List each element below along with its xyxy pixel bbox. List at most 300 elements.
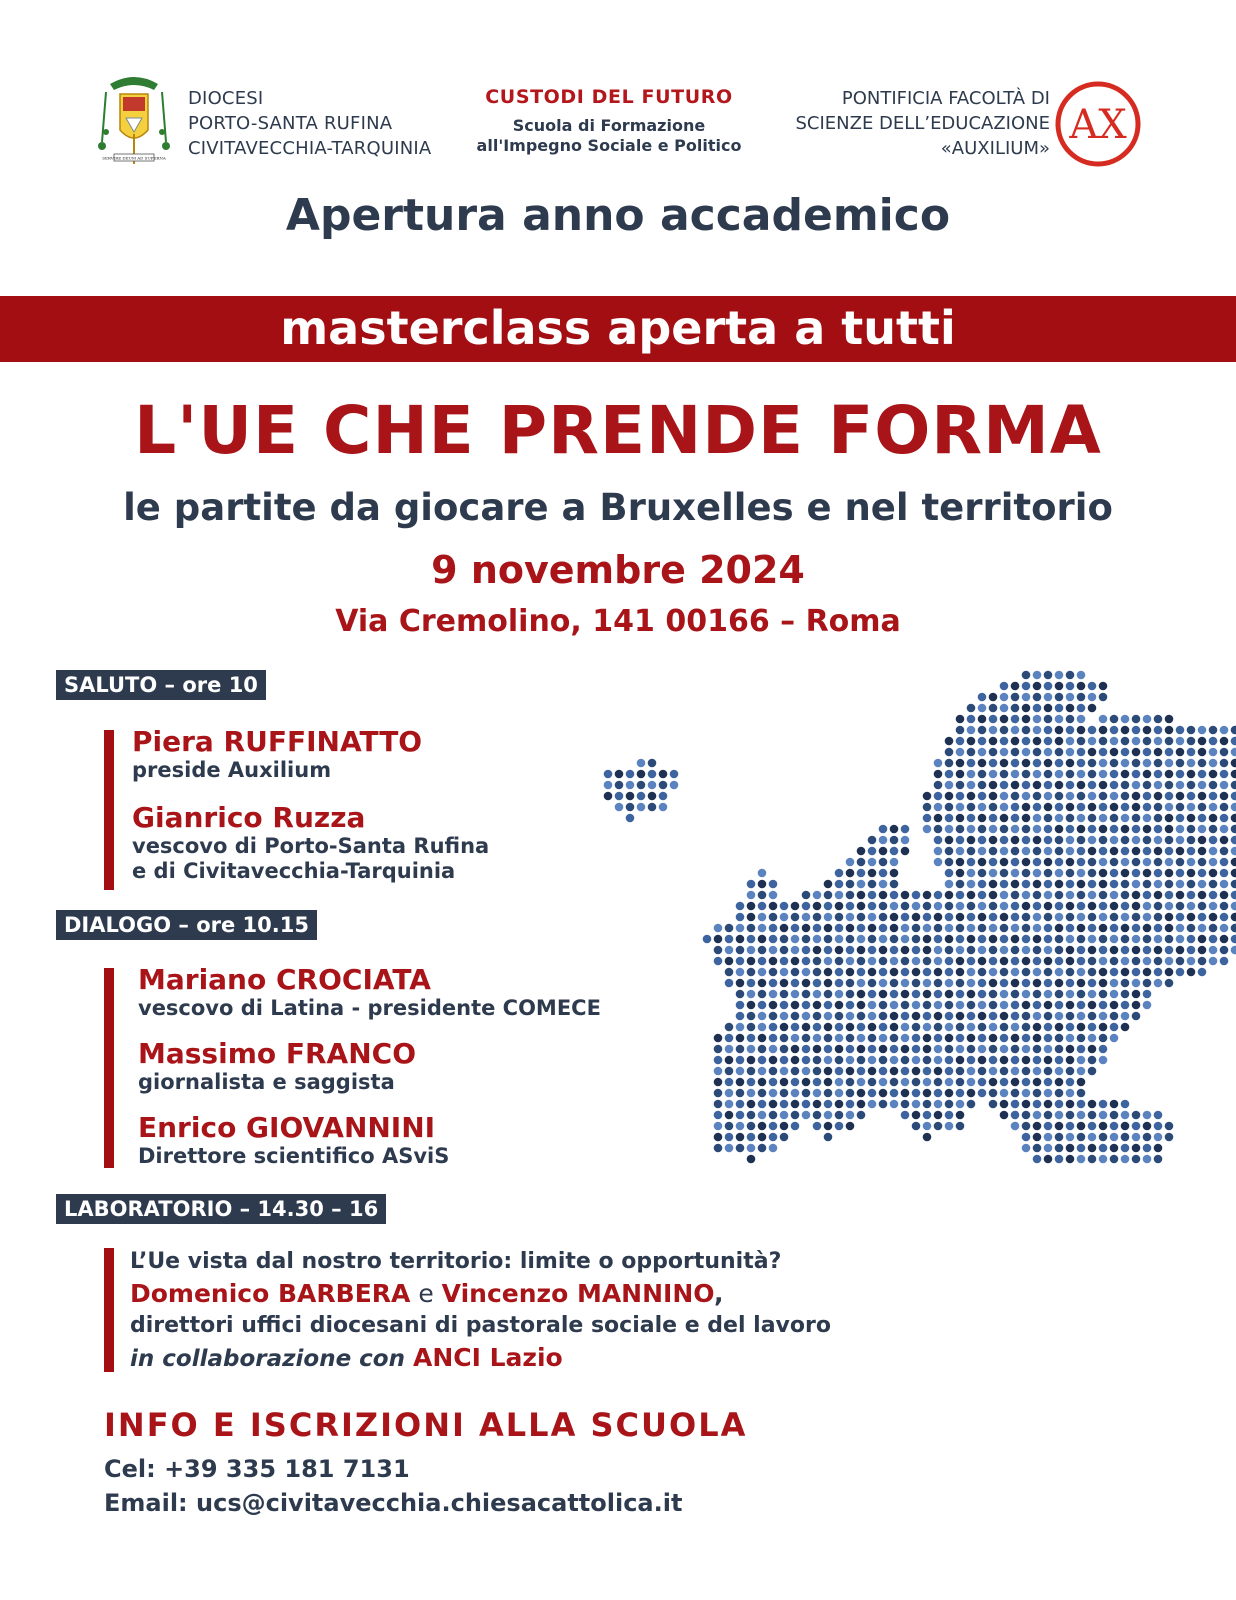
map-dot: [1066, 902, 1075, 911]
map-dot: [1033, 704, 1042, 713]
map-dot: [978, 737, 987, 746]
map-dot: [890, 902, 899, 911]
map-dot: [923, 946, 932, 955]
map-dot: [978, 1034, 987, 1043]
map-dot: [835, 990, 844, 999]
map-dot: [1011, 770, 1020, 779]
map-dot: [989, 1056, 998, 1065]
map-dot: [978, 902, 987, 911]
map-dot: [989, 1001, 998, 1010]
map-dot: [1066, 693, 1075, 702]
map-dot: [1121, 1100, 1130, 1109]
map-dot: [1187, 968, 1196, 977]
map-dot: [835, 902, 844, 911]
map-dot: [1165, 726, 1174, 735]
map-dot: [989, 781, 998, 790]
map-dot: [967, 1089, 976, 1098]
map-dot: [1110, 1023, 1119, 1032]
map-dot: [1066, 1056, 1075, 1065]
map-dot: [703, 935, 712, 944]
map-dot: [967, 1078, 976, 1087]
map-dot: [780, 990, 789, 999]
map-dot: [1066, 792, 1075, 801]
map-dot: [923, 1089, 932, 1098]
map-dot: [1022, 1111, 1031, 1120]
map-dot: [901, 913, 910, 922]
map-dot: [1154, 1133, 1163, 1142]
map-dot: [967, 990, 976, 999]
map-dot: [659, 792, 668, 801]
map-dot: [1110, 1133, 1119, 1142]
map-dot: [1110, 979, 1119, 988]
map-dot: [725, 1089, 734, 1098]
map-dot: [890, 891, 899, 900]
map-dot: [1088, 836, 1097, 845]
map-dot: [1044, 880, 1053, 889]
map-dot: [1044, 1012, 1053, 1021]
map-dot: [1121, 1155, 1130, 1164]
map-dot: [780, 935, 789, 944]
map-dot: [967, 1034, 976, 1043]
map-dot: [1011, 1089, 1020, 1098]
map-dot: [956, 1100, 965, 1109]
map-dot: [1088, 1111, 1097, 1120]
map-dot: [1055, 693, 1064, 702]
map-dot: [1198, 737, 1207, 746]
map-dot: [1110, 748, 1119, 757]
map-dot: [1198, 781, 1207, 790]
map-dot: [1055, 946, 1064, 955]
map-dot: [1165, 891, 1174, 900]
map-dot: [989, 858, 998, 867]
map-dot: [934, 946, 943, 955]
map-dot: [1066, 825, 1075, 834]
map-dot: [1055, 748, 1064, 757]
map-dot: [1132, 847, 1141, 856]
map-dot: [1022, 847, 1031, 856]
map-dot: [1077, 869, 1086, 878]
map-dot: [1110, 781, 1119, 790]
map-dot: [879, 1045, 888, 1054]
map-dot: [1066, 1144, 1075, 1153]
map-dot: [1077, 1144, 1086, 1153]
speaker-role: giornalista e saggista: [138, 1070, 395, 1094]
map-dot: [769, 957, 778, 966]
map-dot: [637, 781, 646, 790]
map-dot: [1044, 1001, 1053, 1010]
map-dot: [813, 935, 822, 944]
map-dot: [1033, 880, 1042, 889]
map-dot: [989, 814, 998, 823]
map-dot: [868, 1100, 877, 1109]
map-dot: [802, 1067, 811, 1076]
map-dot: [1088, 1001, 1097, 1010]
map-dot: [835, 1067, 844, 1076]
event-subtitle: le partite da giocare a Bruxelles e nel territorio: [123, 486, 1113, 529]
map-dot: [780, 913, 789, 922]
map-dot: [1099, 913, 1108, 922]
map-dot: [813, 968, 822, 977]
map-dot: [769, 1056, 778, 1065]
map-dot: [769, 979, 778, 988]
map-dot: [868, 924, 877, 933]
map-dot: [813, 1056, 822, 1065]
map-dot: [813, 946, 822, 955]
map-dot: [1143, 803, 1152, 812]
map-dot: [1198, 792, 1207, 801]
map-dot: [879, 1056, 888, 1065]
email-address[interactable]: Email: ucs@civitavecchia.chiesacattolica.it: [104, 1489, 683, 1517]
map-dot: [978, 913, 987, 922]
map-dot: [912, 968, 921, 977]
map-dot: [835, 869, 844, 878]
map-dot: [857, 1023, 866, 1032]
map-dot: [769, 1122, 778, 1131]
map-dot: [1011, 1001, 1020, 1010]
map-dot: [769, 946, 778, 955]
map-dot: [725, 1144, 734, 1153]
event-address: Via Cremolino, 141 00166 – Roma: [335, 604, 901, 639]
map-dot: [1033, 1089, 1042, 1098]
map-dot: [901, 1100, 910, 1109]
map-dot: [1055, 1144, 1064, 1153]
map-dot: [747, 957, 756, 966]
map-dot: [1154, 1144, 1163, 1153]
map-dot: [978, 836, 987, 845]
map-dot: [637, 770, 646, 779]
map-dot: [1099, 1034, 1108, 1043]
map-dot: [890, 858, 899, 867]
map-dot: [1000, 1100, 1009, 1109]
map-dot: [1132, 990, 1141, 999]
map-dot: [1000, 1012, 1009, 1021]
map-dot: [1077, 682, 1086, 691]
map-dot: [1022, 1045, 1031, 1054]
map-dot: [747, 1045, 756, 1054]
map-dot: [1055, 1045, 1064, 1054]
map-dot: [1077, 726, 1086, 735]
map-dot: [1099, 693, 1108, 702]
map-dot: [868, 891, 877, 900]
map-dot: [1077, 1133, 1086, 1142]
map-dot: [1143, 1144, 1152, 1153]
map-dot: [879, 968, 888, 977]
map-dot: [868, 902, 877, 911]
map-dot: [791, 957, 800, 966]
map-dot: [945, 759, 954, 768]
map-dot: [1066, 770, 1075, 779]
map-dot: [1088, 902, 1097, 911]
map-dot: [989, 803, 998, 812]
map-dot: [1198, 946, 1207, 955]
map-dot: [714, 1100, 723, 1109]
map-dot: [1088, 880, 1097, 889]
map-dot: [978, 825, 987, 834]
map-dot: [890, 1001, 899, 1010]
map-dot: [1088, 913, 1097, 922]
map-dot: [1066, 682, 1075, 691]
map-dot: [1000, 990, 1009, 999]
map-dot: [1033, 748, 1042, 757]
map-dot: [1198, 924, 1207, 933]
map-dot: [1110, 825, 1119, 834]
map-dot: [846, 891, 855, 900]
map-dot: [1088, 946, 1097, 955]
map-dot: [1231, 770, 1236, 779]
map-dot: [1066, 759, 1075, 768]
map-dot: [978, 979, 987, 988]
map-dot: [1110, 715, 1119, 724]
map-dot: [912, 935, 921, 944]
map-dot: [923, 957, 932, 966]
map-dot: [1099, 902, 1108, 911]
map-dot: [1154, 935, 1163, 944]
map-dot: [1176, 803, 1185, 812]
map-dot: [956, 957, 965, 966]
map-dot: [923, 979, 932, 988]
map-dot: [1077, 836, 1086, 845]
map-dot: [1000, 825, 1009, 834]
map-dot: [758, 1012, 767, 1021]
map-dot: [912, 1111, 921, 1120]
map-dot: [1055, 759, 1064, 768]
europe-dot-map: [560, 660, 1236, 1220]
custodi-subtitle: Scuola di Formazione: [512, 116, 706, 135]
map-dot: [857, 1078, 866, 1087]
map-dot: [1209, 759, 1218, 768]
map-dot: [956, 1023, 965, 1032]
map-dot: [758, 891, 767, 900]
map-dot: [1022, 902, 1031, 911]
info-title: INFO E ISCRIZIONI ALLA SCUOLA: [104, 1406, 748, 1444]
map-dot: [1033, 1045, 1042, 1054]
map-dot: [791, 1001, 800, 1010]
map-dot: [1011, 814, 1020, 823]
map-dot: [945, 946, 954, 955]
map-dot: [1000, 781, 1009, 790]
map-dot: [1033, 968, 1042, 977]
ax-letters: AX: [1069, 102, 1127, 148]
map-dot: [1000, 880, 1009, 889]
map-dot: [923, 1111, 932, 1120]
laboratorio-tag: LABORATORIO – 14.30 – 16: [56, 1194, 386, 1224]
map-dot: [978, 693, 987, 702]
map-dot: [1011, 891, 1020, 900]
map-dot: [989, 1089, 998, 1098]
map-dot: [1033, 759, 1042, 768]
map-dot: [758, 1122, 767, 1131]
map-dot: [890, 836, 899, 845]
map-dot: [1066, 913, 1075, 922]
map-dot: [901, 891, 910, 900]
map-dot: [868, 913, 877, 922]
map-dot: [868, 968, 877, 977]
map-dot: [758, 968, 767, 977]
map-dot: [824, 1078, 833, 1087]
map-dot: [780, 968, 789, 977]
custodi-subtitle: all'Impegno Sociale e Politico: [476, 136, 742, 155]
map-dot: [747, 891, 756, 900]
map-dot: [956, 737, 965, 746]
map-dot: [879, 891, 888, 900]
map-dot: [978, 803, 987, 812]
map-dot: [846, 858, 855, 867]
map-dot: [956, 792, 965, 801]
map-dot: [1077, 1100, 1086, 1109]
map-dot: [879, 880, 888, 889]
map-dot: [934, 1078, 943, 1087]
map-dot: [1110, 858, 1119, 867]
map-dot: [989, 693, 998, 702]
map-dot: [956, 825, 965, 834]
map-dot: [1143, 737, 1152, 746]
map-dot: [956, 1056, 965, 1065]
map-dot: [1143, 847, 1152, 856]
map-dot: [978, 858, 987, 867]
map-dot: [813, 1045, 822, 1054]
speaker-role: Direttore scientifico ASviS: [138, 1144, 450, 1168]
map-dot: [901, 1001, 910, 1010]
map-dot: [1066, 1155, 1075, 1164]
map-dot: [879, 979, 888, 988]
map-dot: [1121, 715, 1130, 724]
map-dot: [1165, 803, 1174, 812]
map-dot: [934, 1023, 943, 1032]
map-dot: [747, 1155, 756, 1164]
map-dot: [1187, 924, 1196, 933]
map-dot: [1132, 913, 1141, 922]
map-dot: [1099, 1100, 1108, 1109]
map-dot: [780, 1034, 789, 1043]
map-dot: [1088, 924, 1097, 933]
map-dot: [1220, 935, 1229, 944]
map-dot: [659, 803, 668, 812]
map-dot: [912, 979, 921, 988]
map-dot: [747, 1133, 756, 1142]
map-dot: [846, 1045, 855, 1054]
map-dot: [1022, 1078, 1031, 1087]
custodi-del-futuro-block: [470, 86, 748, 156]
map-dot: [1121, 825, 1130, 834]
map-dot: [615, 781, 624, 790]
map-dot: [791, 1100, 800, 1109]
speaker-name: Enrico GIOVANNINI: [138, 1111, 436, 1144]
map-dot: [714, 1133, 723, 1142]
map-dot: [747, 1078, 756, 1087]
map-dot: [802, 1100, 811, 1109]
diocesi-name: [188, 86, 431, 161]
map-dot: [945, 913, 954, 922]
map-dot: [1077, 902, 1086, 911]
map-dot: [1044, 968, 1053, 977]
map-dot: [758, 913, 767, 922]
map-dot: [989, 836, 998, 845]
map-dot: [1187, 781, 1196, 790]
map-dot: [1066, 1111, 1075, 1120]
map-dot: [1231, 737, 1236, 746]
map-dot: [1033, 858, 1042, 867]
map-dot: [1055, 814, 1064, 823]
map-dot: [824, 1111, 833, 1120]
map-dot: [901, 946, 910, 955]
map-dot: [934, 935, 943, 944]
map-dot: [1110, 737, 1119, 746]
map-dot: [967, 803, 976, 812]
map-dot: [1143, 759, 1152, 768]
map-dot: [1143, 726, 1152, 735]
map-dot: [934, 1056, 943, 1065]
map-dot: [758, 1056, 767, 1065]
map-dot: [956, 715, 965, 724]
map-dot: [1044, 858, 1053, 867]
map-dot: [1209, 924, 1218, 933]
map-dot: [934, 1089, 943, 1098]
map-dot: [835, 891, 844, 900]
map-dot: [934, 858, 943, 867]
map-dot: [934, 968, 943, 977]
map-dot: [879, 1100, 888, 1109]
map-dot: [1088, 1045, 1097, 1054]
map-dot: [1209, 803, 1218, 812]
map-dot: [934, 1111, 943, 1120]
map-dot: [1154, 968, 1163, 977]
map-dot: [1220, 957, 1229, 966]
map-dot: [1066, 814, 1075, 823]
map-dot: [802, 1111, 811, 1120]
map-dot: [802, 913, 811, 922]
map-dot: [1154, 770, 1163, 779]
map-dot: [912, 946, 921, 955]
map-dot: [989, 704, 998, 713]
map-dot: [857, 1089, 866, 1098]
map-dot: [1187, 737, 1196, 746]
map-dot: [1033, 671, 1042, 680]
map-dot: [1132, 836, 1141, 845]
map-dot: [967, 891, 976, 900]
map-dot: [879, 902, 888, 911]
map-dot: [802, 1089, 811, 1098]
map-dot: [1110, 836, 1119, 845]
map-dot: [1022, 968, 1031, 977]
map-dot: [1077, 792, 1086, 801]
phone-number[interactable]: Cel: +39 335 181 7131: [104, 1455, 410, 1483]
map-dot: [1011, 913, 1020, 922]
map-dot: [736, 1089, 745, 1098]
map-dot: [725, 1056, 734, 1065]
map-dot: [1044, 693, 1053, 702]
map-dot: [1000, 869, 1009, 878]
map-dot: [824, 946, 833, 955]
map-dot: [1011, 990, 1020, 999]
map-dot: [1033, 682, 1042, 691]
map-dot: [1000, 957, 1009, 966]
map-dot: [1044, 792, 1053, 801]
map-dot: [846, 990, 855, 999]
map-dot: [1165, 913, 1174, 922]
map-dot: [802, 1056, 811, 1065]
map-dot: [1231, 946, 1236, 955]
map-dot: [1033, 1133, 1042, 1142]
map-dot: [978, 869, 987, 878]
map-dot: [989, 957, 998, 966]
map-dot: [1110, 792, 1119, 801]
map-dot: [1209, 880, 1218, 889]
map-dot: [1209, 770, 1218, 779]
map-dot: [648, 770, 657, 779]
map-dot: [989, 979, 998, 988]
map-dot: [1110, 1144, 1119, 1153]
map-dot: [1077, 1034, 1086, 1043]
